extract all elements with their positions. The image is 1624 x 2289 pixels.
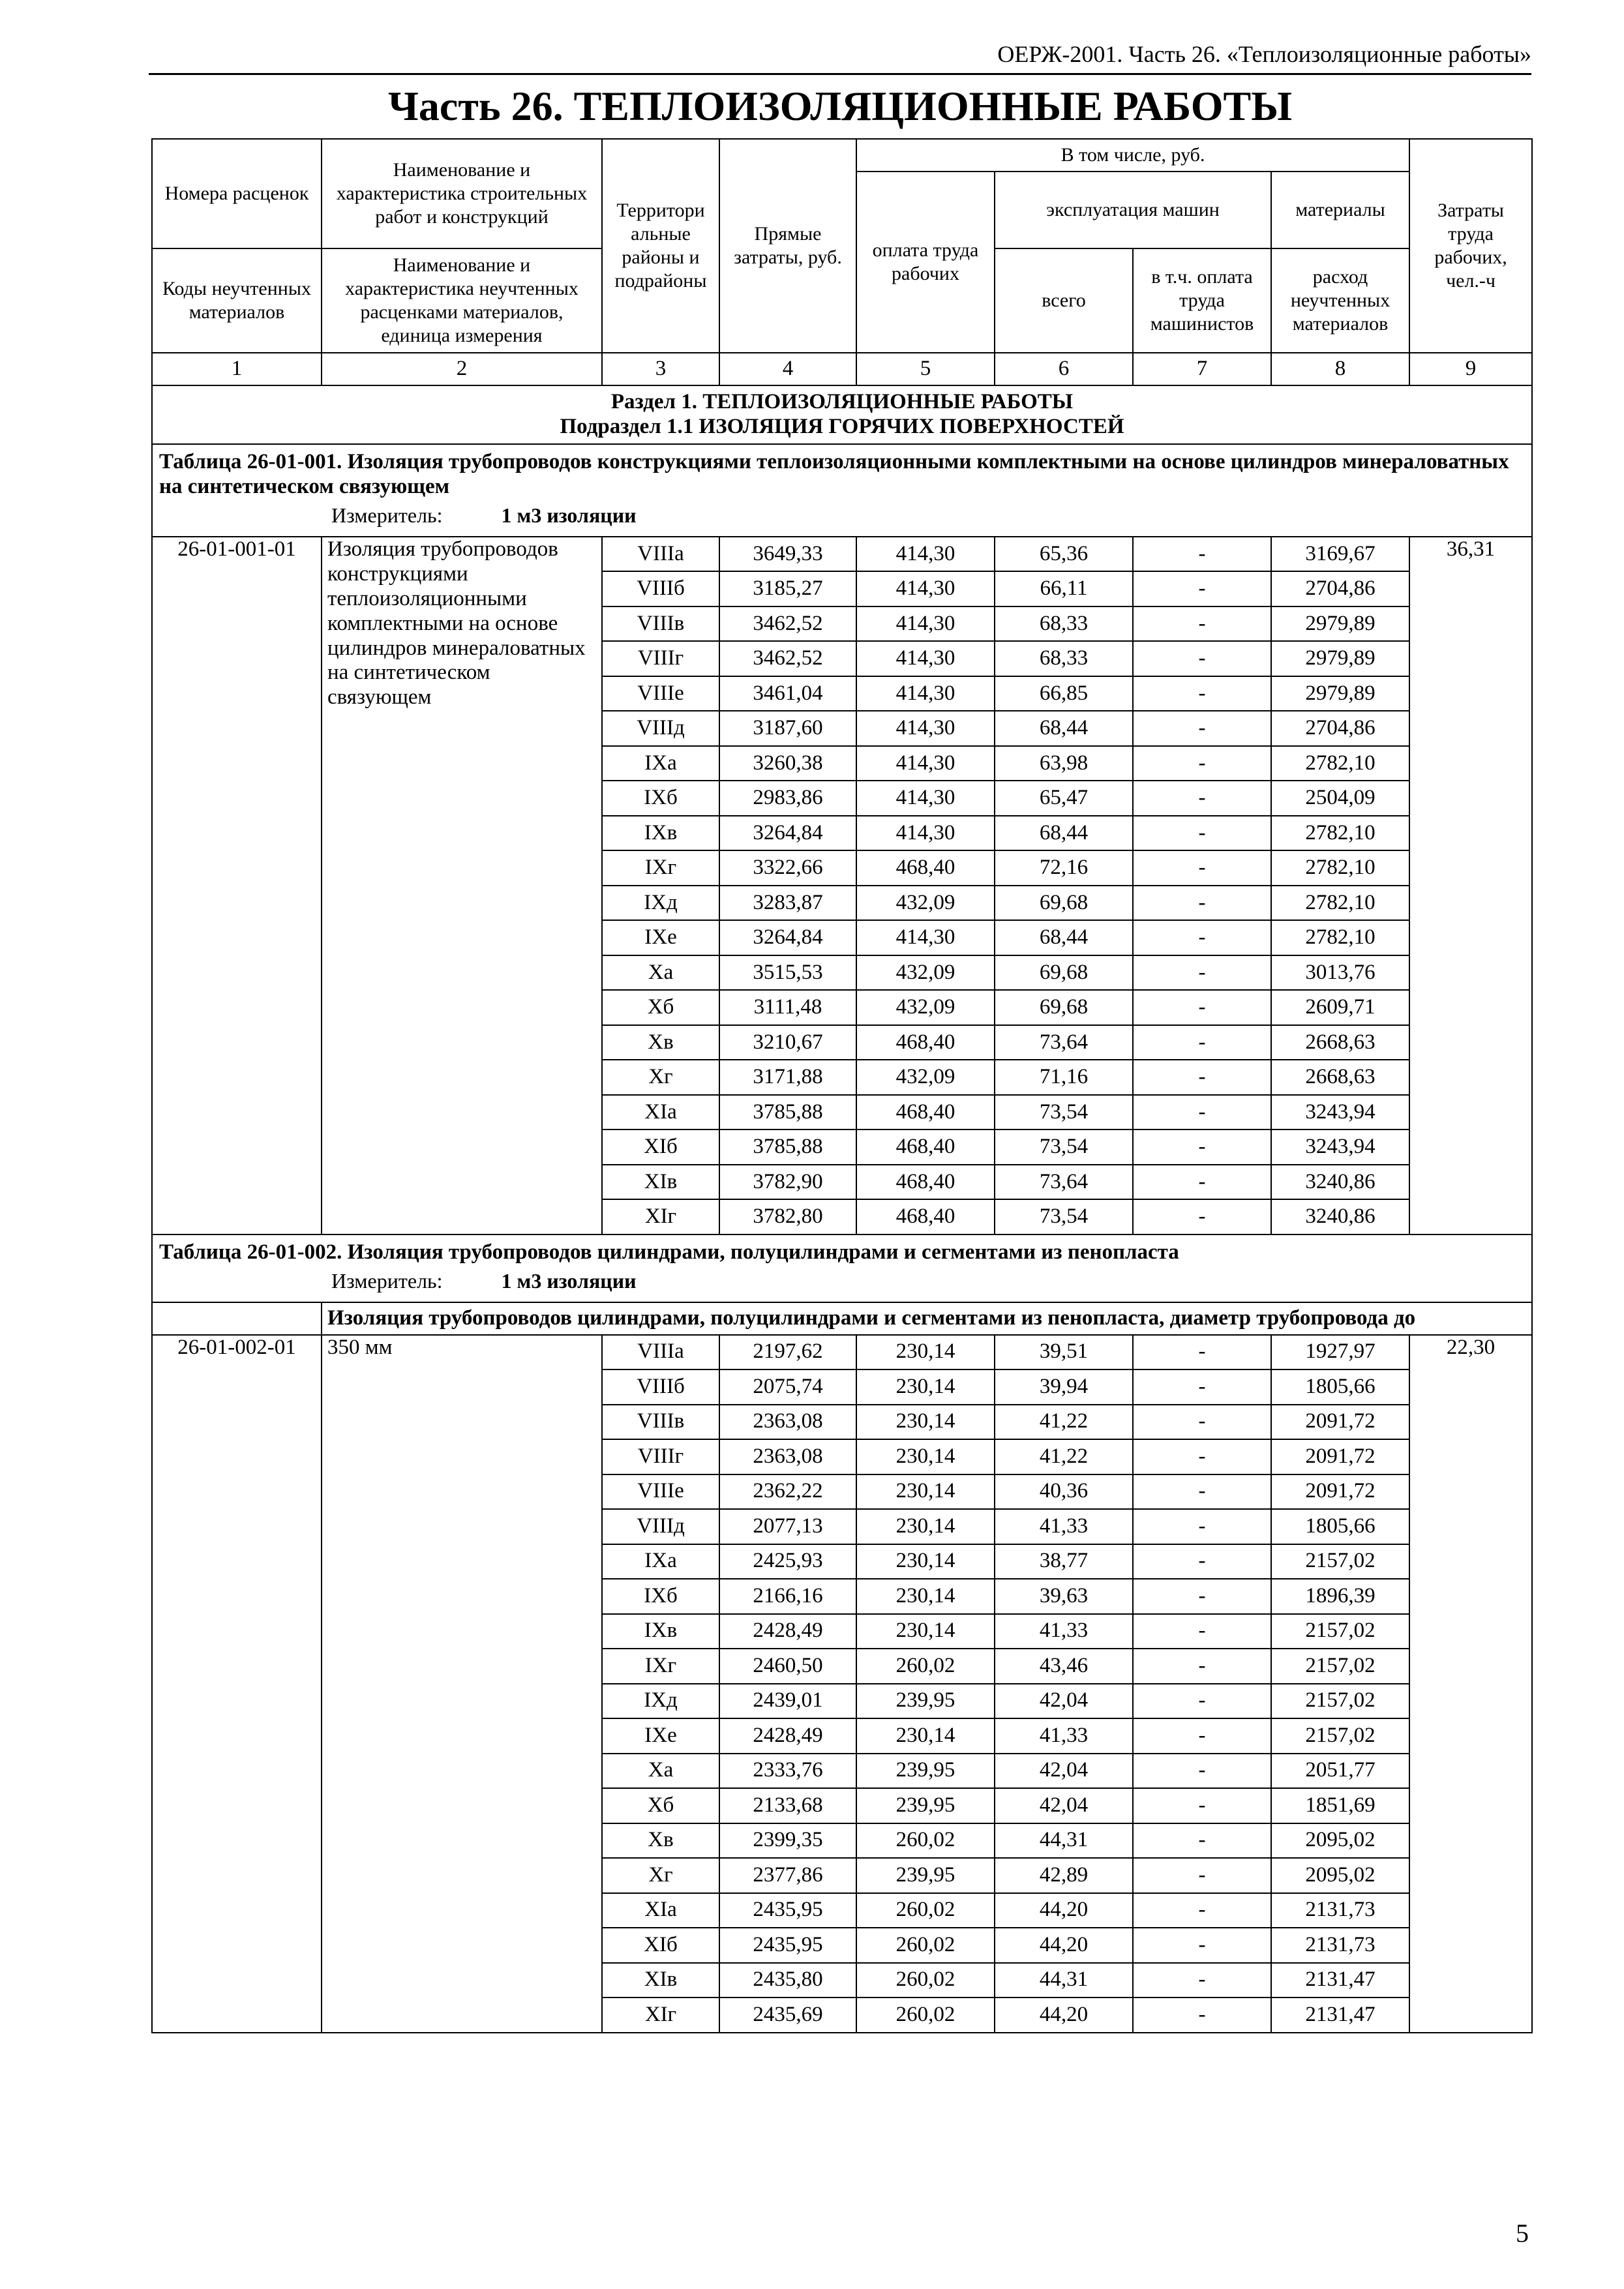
worker-pay-cell: 468,40	[856, 850, 995, 886]
materials-cell: 3013,76	[1271, 955, 1409, 991]
operator-pay-cell: -	[1133, 1095, 1271, 1130]
materials-cell: 2979,89	[1271, 641, 1409, 676]
direct-cost-cell: 3187,60	[719, 711, 856, 746]
measure-label: Измеритель:	[331, 1268, 443, 1293]
machines-total-cell: 68,33	[995, 606, 1133, 642]
materials-cell: 1805,66	[1271, 1509, 1409, 1544]
header-direct-costs: Прямые затраты, руб.	[719, 139, 856, 353]
measure-value: 1 м3 изоляции	[501, 503, 637, 527]
materials-cell: 2609,71	[1271, 990, 1409, 1025]
territory-cell: IXб	[602, 781, 719, 816]
direct-cost-cell: 2077,13	[719, 1509, 856, 1544]
direct-cost-cell: 3461,04	[719, 676, 856, 711]
group-header-empty	[152, 1302, 322, 1335]
machines-total-cell: 68,44	[995, 920, 1133, 955]
worker-pay-cell: 230,14	[856, 1579, 995, 1614]
materials-cell: 2091,72	[1271, 1439, 1409, 1474]
operator-pay-cell: -	[1133, 1405, 1271, 1440]
operator-pay-cell: -	[1133, 537, 1271, 572]
running-head: ОЕРЖ-2001. Часть 26. «Теплоизоляционные работы»	[997, 41, 1531, 67]
column-number-cell: 7	[1133, 353, 1271, 385]
territory-cell: VIIIе	[602, 1474, 719, 1510]
rate-code: 26-01-001-01	[152, 537, 322, 1234]
machines-total-cell: 44,20	[995, 1893, 1133, 1928]
territory-cell: VIIIв	[602, 1405, 719, 1440]
machines-total-cell: 42,04	[995, 1788, 1133, 1823]
header-labor-costs: Затраты труда рабочих, чел.-ч	[1409, 139, 1532, 353]
territory-cell: VIIIв	[602, 606, 719, 642]
direct-cost-cell: 3462,52	[719, 606, 856, 642]
materials-cell: 2668,63	[1271, 1025, 1409, 1060]
operator-pay-cell: -	[1133, 1928, 1271, 1963]
worker-pay-cell: 432,09	[856, 886, 995, 921]
machines-total-cell: 73,54	[995, 1095, 1133, 1130]
materials-cell: 3243,94	[1271, 1130, 1409, 1165]
operator-pay-cell: -	[1133, 1997, 1271, 2033]
materials-cell: 2782,10	[1271, 746, 1409, 781]
worker-pay-cell: 414,30	[856, 711, 995, 746]
measure-line	[331, 500, 1525, 531]
machines-total-cell: 41,22	[995, 1405, 1133, 1440]
direct-cost-cell: 3283,87	[719, 886, 856, 921]
territory-cell: IXа	[602, 1544, 719, 1579]
labor-cost: 22,30	[1409, 1335, 1532, 2033]
materials-cell: 3240,86	[1271, 1165, 1409, 1200]
direct-cost-cell: 3264,84	[719, 920, 856, 955]
worker-pay-cell: 432,09	[856, 955, 995, 991]
materials-cell: 2782,10	[1271, 816, 1409, 851]
direct-cost-cell: 3462,52	[719, 641, 856, 676]
materials-cell: 2051,77	[1271, 1754, 1409, 1789]
header-rate-numbers: Номера расценок	[152, 139, 322, 248]
territory-cell: XIб	[602, 1130, 719, 1165]
materials-cell: 3240,86	[1271, 1199, 1409, 1234]
machines-total-cell: 39,63	[995, 1579, 1133, 1614]
materials-cell: 2782,10	[1271, 920, 1409, 955]
group-header-row	[152, 1302, 1532, 1335]
operator-pay-cell: -	[1133, 711, 1271, 746]
materials-cell: 2131,47	[1271, 1963, 1409, 1998]
worker-pay-cell: 414,30	[856, 571, 995, 606]
table-row	[152, 1335, 1532, 1370]
worker-pay-cell: 230,14	[856, 1405, 995, 1440]
worker-pay-cell: 414,30	[856, 641, 995, 676]
materials-cell: 2504,09	[1271, 781, 1409, 816]
direct-cost-cell: 2166,16	[719, 1579, 856, 1614]
territory-cell: XIб	[602, 1928, 719, 1963]
table-title-row	[152, 444, 1532, 537]
operator-pay-cell: -	[1133, 1130, 1271, 1165]
territory-cell: Xг	[602, 1858, 719, 1893]
materials-cell: 1805,66	[1271, 1369, 1409, 1405]
territory-cell: IXд	[602, 886, 719, 921]
machines-total-cell: 72,16	[995, 850, 1133, 886]
direct-cost-cell: 3785,88	[719, 1095, 856, 1130]
machines-total-cell: 69,68	[995, 955, 1133, 991]
column-number-cell: 8	[1271, 353, 1409, 385]
territory-cell: Xа	[602, 1754, 719, 1789]
territory-cell: VIIIг	[602, 1439, 719, 1474]
operator-pay-cell: -	[1133, 1963, 1271, 1998]
worker-pay-cell: 414,30	[856, 746, 995, 781]
machines-total-cell: 44,20	[995, 1997, 1133, 2033]
machines-total-cell: 63,98	[995, 746, 1133, 781]
machines-total-cell: 73,64	[995, 1165, 1133, 1200]
worker-pay-cell: 260,02	[856, 1649, 995, 1684]
table-title-cell	[152, 1234, 1532, 1302]
machines-total-cell: 43,46	[995, 1649, 1133, 1684]
header-materials: материалы	[1271, 172, 1409, 248]
materials-cell: 2979,89	[1271, 606, 1409, 642]
header-machines-total: всего	[995, 248, 1133, 353]
direct-cost-cell: 3210,67	[719, 1025, 856, 1060]
operator-pay-cell: -	[1133, 955, 1271, 991]
direct-cost-cell: 2435,95	[719, 1928, 856, 1963]
materials-cell: 1851,69	[1271, 1788, 1409, 1823]
materials-cell: 2131,73	[1271, 1928, 1409, 1963]
worker-pay-cell: 230,14	[856, 1544, 995, 1579]
territory-cell: VIIIб	[602, 1369, 719, 1405]
materials-cell: 2095,02	[1271, 1858, 1409, 1893]
operator-pay-cell: -	[1133, 1509, 1271, 1544]
direct-cost-cell: 2362,22	[719, 1474, 856, 1510]
worker-pay-cell: 230,14	[856, 1335, 995, 1370]
direct-cost-cell: 3782,80	[719, 1199, 856, 1234]
direct-cost-cell: 2435,95	[719, 1893, 856, 1928]
operator-pay-cell: -	[1133, 850, 1271, 886]
direct-cost-cell: 3785,88	[719, 1130, 856, 1165]
direct-cost-cell: 3322,66	[719, 850, 856, 886]
direct-cost-cell: 3515,53	[719, 955, 856, 991]
measure-label: Измеритель:	[331, 503, 443, 527]
operator-pay-cell: -	[1133, 1718, 1271, 1754]
materials-cell: 2979,89	[1271, 676, 1409, 711]
territory-cell: IXв	[602, 816, 719, 851]
materials-cell: 2091,72	[1271, 1474, 1409, 1510]
machines-total-cell: 69,68	[995, 990, 1133, 1025]
operator-pay-cell: -	[1133, 1684, 1271, 1719]
territory-cell: XIв	[602, 1165, 719, 1200]
measure-value: 1 м3 изоляции	[501, 1268, 637, 1293]
operator-pay-cell: -	[1133, 920, 1271, 955]
column-number-row	[152, 353, 1532, 385]
table-title-row	[152, 1234, 1532, 1302]
territory-cell: Xа	[602, 955, 719, 991]
materials-cell: 2091,72	[1271, 1405, 1409, 1440]
direct-cost-cell: 3264,84	[719, 816, 856, 851]
header-material-codes: Коды неучтенных материалов	[152, 248, 322, 353]
worker-pay-cell: 468,40	[856, 1165, 995, 1200]
labor-cost: 36,31	[1409, 537, 1532, 1234]
worker-pay-cell: 414,30	[856, 781, 995, 816]
operator-pay-cell: -	[1133, 1579, 1271, 1614]
operator-pay-cell: -	[1133, 1369, 1271, 1405]
direct-cost-cell: 2075,74	[719, 1369, 856, 1405]
territory-cell: Xг	[602, 1060, 719, 1095]
worker-pay-cell: 414,30	[856, 676, 995, 711]
worker-pay-cell: 230,14	[856, 1509, 995, 1544]
operator-pay-cell: -	[1133, 1788, 1271, 1823]
worker-pay-cell: 239,95	[856, 1684, 995, 1719]
operator-pay-cell: -	[1133, 1025, 1271, 1060]
operator-pay-cell: -	[1133, 1754, 1271, 1789]
machines-total-cell: 66,85	[995, 676, 1133, 711]
header-including: В том числе, руб.	[856, 139, 1409, 172]
operator-pay-cell: -	[1133, 1165, 1271, 1200]
territory-cell: VIIIд	[602, 1509, 719, 1544]
table-title: Таблица 26-01-001. Изоляция трубопроводов конструкциями теплоизоляционными комплектными на основе цилиндров минераловатных на синтетическом связующем	[159, 449, 1509, 498]
operator-pay-cell: -	[1133, 1823, 1271, 1859]
territory-cell: IXг	[602, 850, 719, 886]
territory-cell: Xв	[602, 1823, 719, 1859]
machines-total-cell: 44,31	[995, 1963, 1133, 1998]
territory-cell: IXг	[602, 1649, 719, 1684]
operator-pay-cell: -	[1133, 816, 1271, 851]
operator-pay-cell: -	[1133, 1649, 1271, 1684]
materials-cell: 1896,39	[1271, 1579, 1409, 1614]
materials-cell: 2157,02	[1271, 1614, 1409, 1649]
machines-total-cell: 40,36	[995, 1474, 1133, 1510]
direct-cost-cell: 3111,48	[719, 990, 856, 1025]
machines-total-cell: 38,77	[995, 1544, 1133, 1579]
territory-cell: IXв	[602, 1614, 719, 1649]
materials-cell: 2095,02	[1271, 1823, 1409, 1859]
materials-cell: 2131,73	[1271, 1893, 1409, 1928]
group-header: Изоляция трубопроводов цилиндрами, полуцилиндрами и сегментами из пенопласта, диаметр трубопровода до	[322, 1302, 1532, 1335]
territory-cell: Xв	[602, 1025, 719, 1060]
machines-total-cell: 42,04	[995, 1684, 1133, 1719]
worker-pay-cell: 239,95	[856, 1858, 995, 1893]
direct-cost-cell: 3171,88	[719, 1060, 856, 1095]
direct-cost-cell: 2983,86	[719, 781, 856, 816]
section-heading	[152, 385, 1532, 444]
territory-cell: VIIIб	[602, 571, 719, 606]
measure-line	[331, 1265, 1525, 1296]
machines-total-cell: 73,54	[995, 1130, 1133, 1165]
column-number-cell: 4	[719, 353, 856, 385]
work-name: 350 мм	[322, 1335, 602, 2033]
worker-pay-cell: 468,40	[856, 1199, 995, 1234]
column-number-cell: 2	[322, 353, 602, 385]
machines-total-cell: 41,22	[995, 1439, 1133, 1474]
territory-cell: XIг	[602, 1997, 719, 2033]
worker-pay-cell: 260,02	[856, 1963, 995, 1998]
worker-pay-cell: 260,02	[856, 1893, 995, 1928]
work-name: Изоляция трубопроводов конструкциями теплоизоляционными комплектными на основе цилиндров минераловатных на синтетическом связующем	[322, 537, 602, 1234]
worker-pay-cell: 239,95	[856, 1788, 995, 1823]
machines-total-cell: 68,44	[995, 816, 1133, 851]
direct-cost-cell: 2333,76	[719, 1754, 856, 1789]
territory-cell: XIв	[602, 1963, 719, 1998]
territory-cell: VIIIе	[602, 676, 719, 711]
territory-cell: Xб	[602, 990, 719, 1025]
direct-cost-cell: 3185,27	[719, 571, 856, 606]
machines-total-cell: 42,89	[995, 1858, 1133, 1893]
operator-pay-cell: -	[1133, 781, 1271, 816]
rates-table	[151, 138, 1533, 2033]
worker-pay-cell: 414,30	[856, 606, 995, 642]
direct-cost-cell: 2363,08	[719, 1439, 856, 1474]
direct-cost-cell: 2439,01	[719, 1684, 856, 1719]
worker-pay-cell: 230,14	[856, 1439, 995, 1474]
column-number-cell: 5	[856, 353, 995, 385]
machines-total-cell: 68,44	[995, 711, 1133, 746]
machines-total-cell: 73,54	[995, 1199, 1133, 1234]
part-title: Часть 26. ТЕПЛОИЗОЛЯЦИОННЫЕ РАБОТЫ	[387, 83, 1293, 129]
machines-total-cell: 39,51	[995, 1335, 1133, 1370]
territory-cell: XIа	[602, 1095, 719, 1130]
machines-total-cell: 39,94	[995, 1369, 1133, 1405]
direct-cost-cell: 2435,69	[719, 1997, 856, 2033]
header-material-names: Наименование и характеристика неучтенных расценками материалов, единица измерения	[322, 248, 602, 353]
header-operator-pay: в т.ч. оплата труда машинистов	[1133, 248, 1271, 353]
materials-cell: 2704,86	[1271, 571, 1409, 606]
machines-total-cell: 69,68	[995, 886, 1133, 921]
table-title: Таблица 26-01-002. Изоляция трубопроводов цилиндрами, полуцилиндрами и сегментами из пенопласта	[159, 1240, 1179, 1264]
column-number-cell: 3	[602, 353, 719, 385]
territory-cell: XIа	[602, 1893, 719, 1928]
table-title-cell	[152, 444, 1532, 537]
worker-pay-cell: 260,02	[856, 1823, 995, 1859]
worker-pay-cell: 230,14	[856, 1369, 995, 1405]
worker-pay-cell: 414,30	[856, 816, 995, 851]
machines-total-cell: 65,47	[995, 781, 1133, 816]
rate-code: 26-01-002-01	[152, 1335, 322, 2033]
header-work-name: Наименование и характеристика строительных работ и конструкций	[322, 139, 602, 248]
operator-pay-cell: -	[1133, 571, 1271, 606]
machines-total-cell: 73,64	[995, 1025, 1133, 1060]
materials-cell: 2157,02	[1271, 1649, 1409, 1684]
header-machine-operation: эксплуатация машин	[995, 172, 1271, 248]
machines-total-cell: 41,33	[995, 1614, 1133, 1649]
direct-cost-cell: 2133,68	[719, 1788, 856, 1823]
direct-cost-cell: 2428,49	[719, 1614, 856, 1649]
operator-pay-cell: -	[1133, 1614, 1271, 1649]
column-number-cell: 9	[1409, 353, 1532, 385]
section-title: Раздел 1. ТЕПЛОИЗОЛЯЦИОННЫЕ РАБОТЫ	[610, 390, 1074, 413]
materials-cell: 3243,94	[1271, 1095, 1409, 1130]
worker-pay-cell: 260,02	[856, 1997, 995, 2033]
column-number-cell: 1	[152, 353, 322, 385]
worker-pay-cell: 468,40	[856, 1095, 995, 1130]
section-heading-row	[152, 385, 1532, 444]
direct-cost-cell: 2197,62	[719, 1335, 856, 1370]
materials-cell: 2157,02	[1271, 1544, 1409, 1579]
territory-cell: VIIIа	[602, 537, 719, 572]
worker-pay-cell: 239,95	[856, 1754, 995, 1789]
operator-pay-cell: -	[1133, 676, 1271, 711]
worker-pay-cell: 432,09	[856, 1060, 995, 1095]
materials-cell: 2704,86	[1271, 711, 1409, 746]
territory-cell: IXб	[602, 1579, 719, 1614]
machines-total-cell: 66,11	[995, 571, 1133, 606]
direct-cost-cell: 2363,08	[719, 1405, 856, 1440]
column-number-cell: 6	[995, 353, 1133, 385]
worker-pay-cell: 230,14	[856, 1614, 995, 1649]
header-territorial-regions: Территори альные районы и подрайоны	[602, 139, 719, 353]
worker-pay-cell: 230,14	[856, 1718, 995, 1754]
materials-cell: 2131,47	[1271, 1997, 1409, 2033]
worker-pay-cell: 260,02	[856, 1928, 995, 1963]
header-material-consumption: расход неучтенных материалов	[1271, 248, 1409, 353]
territory-cell: Xб	[602, 1788, 719, 1823]
materials-cell: 2668,63	[1271, 1060, 1409, 1095]
direct-cost-cell: 3782,90	[719, 1165, 856, 1200]
territory-cell: VIIIа	[602, 1335, 719, 1370]
machines-total-cell: 42,04	[995, 1754, 1133, 1789]
page-number: 5	[1516, 2219, 1529, 2248]
operator-pay-cell: -	[1133, 1858, 1271, 1893]
worker-pay-cell: 468,40	[856, 1025, 995, 1060]
operator-pay-cell: -	[1133, 606, 1271, 642]
header-rule	[149, 73, 1531, 75]
machines-total-cell: 41,33	[995, 1718, 1133, 1754]
operator-pay-cell: -	[1133, 1474, 1271, 1510]
operator-pay-cell: -	[1133, 1893, 1271, 1928]
operator-pay-cell: -	[1133, 1060, 1271, 1095]
header-worker-pay: оплата труда рабочих	[856, 172, 995, 353]
direct-cost-cell: 2428,49	[719, 1718, 856, 1754]
operator-pay-cell: -	[1133, 1335, 1271, 1370]
operator-pay-cell: -	[1133, 1439, 1271, 1474]
territory-cell: IXе	[602, 1718, 719, 1754]
territory-cell: IXе	[602, 920, 719, 955]
subsection-title: Подраздел 1.1 ИЗОЛЯЦИЯ ГОРЯЧИХ ПОВЕРХНОСТЕЙ	[560, 414, 1124, 438]
materials-cell: 2782,10	[1271, 886, 1409, 921]
materials-cell: 2157,02	[1271, 1684, 1409, 1719]
worker-pay-cell: 230,14	[856, 1474, 995, 1510]
direct-cost-cell: 3649,33	[719, 537, 856, 572]
operator-pay-cell: -	[1133, 1199, 1271, 1234]
territory-cell: VIIIд	[602, 711, 719, 746]
territory-cell: XIг	[602, 1199, 719, 1234]
machines-total-cell: 41,33	[995, 1509, 1133, 1544]
direct-cost-cell: 2377,86	[719, 1858, 856, 1893]
direct-cost-cell: 2425,93	[719, 1544, 856, 1579]
direct-cost-cell: 2399,35	[719, 1823, 856, 1859]
operator-pay-cell: -	[1133, 990, 1271, 1025]
machines-total-cell: 65,36	[995, 537, 1133, 572]
materials-cell: 3169,67	[1271, 537, 1409, 572]
territory-cell: IXа	[602, 746, 719, 781]
operator-pay-cell: -	[1133, 886, 1271, 921]
worker-pay-cell: 414,30	[856, 537, 995, 572]
machines-total-cell: 44,20	[995, 1928, 1133, 1963]
operator-pay-cell: -	[1133, 641, 1271, 676]
worker-pay-cell: 468,40	[856, 1130, 995, 1165]
materials-cell: 2157,02	[1271, 1718, 1409, 1754]
machines-total-cell: 68,33	[995, 641, 1133, 676]
worker-pay-cell: 432,09	[856, 990, 995, 1025]
operator-pay-cell: -	[1133, 746, 1271, 781]
direct-cost-cell: 3260,38	[719, 746, 856, 781]
operator-pay-cell: -	[1133, 1544, 1271, 1579]
materials-cell: 2782,10	[1271, 850, 1409, 886]
direct-cost-cell: 2435,80	[719, 1963, 856, 1998]
machines-total-cell: 71,16	[995, 1060, 1133, 1095]
worker-pay-cell: 414,30	[856, 920, 995, 955]
direct-cost-cell: 2460,50	[719, 1649, 856, 1684]
table-row	[152, 537, 1532, 572]
table-body	[152, 139, 1532, 2033]
territory-cell: IXд	[602, 1684, 719, 1719]
machines-total-cell: 44,31	[995, 1823, 1133, 1859]
materials-cell: 1927,97	[1271, 1335, 1409, 1370]
territory-cell: VIIIг	[602, 641, 719, 676]
